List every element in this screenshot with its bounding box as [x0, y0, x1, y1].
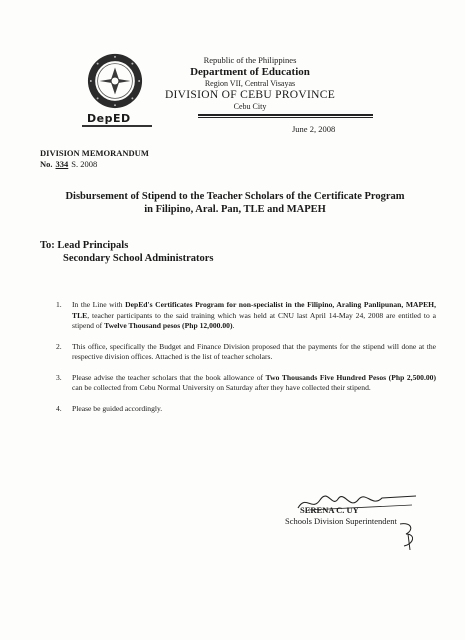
header-rule-secondary: [198, 117, 373, 118]
memo-title-line1: Disbursement of Stipend to the Teacher Scholars of the Certificate Program: [65, 191, 405, 202]
memo-heading: DIVISION MEMORANDUM: [40, 148, 149, 158]
list-item: [56, 404, 436, 415]
memo-title-line2: in Filipino, Aral. Pan, TLE and MAPEH: [144, 204, 326, 215]
memo-number-value: 334: [55, 159, 69, 169]
item-text-part: , teacher participants to the said training which was held at CNU last April 14-May 24, 2008 are entitled to a stipend of: [72, 310, 436, 330]
deped-seal-icon: [86, 52, 144, 110]
list-item: [56, 342, 436, 363]
item-text-part: can be collected from Cebu Normal University on Saturday after they have collected their stipend.: [72, 383, 371, 392]
list-item: [56, 373, 436, 394]
item-text: [72, 373, 436, 394]
item-text-bold: Two Thousands Five Hundred Pesos (Php 2,500.00): [265, 372, 436, 382]
deped-logo: DepED: [87, 112, 131, 125]
initial-mark-icon: [392, 520, 422, 552]
item-text: This office, specifically the Budget and Finance Division proposed that the payments for the stipend will done at the respective division offices. Attached is the list of teacher scholars.: [72, 341, 436, 361]
item-number: 4.: [56, 403, 62, 413]
header-republic: Republic of the Philippines: [203, 55, 297, 65]
signatory-title: Schools Division Superintendent: [285, 516, 397, 526]
memo-series: S. 2008: [71, 159, 98, 169]
memo-date: June 2, 2008: [292, 124, 336, 134]
memo-number: [40, 159, 97, 169]
item-text-bold: DepEd's Certificates Program for non-specialist in the Filipino, Araling Panlipunan, MAPEH, TLE: [72, 300, 436, 320]
item-text-part: .: [232, 321, 235, 330]
item-text: Please be guided accordingly.: [72, 403, 163, 413]
recipient-line1: To: Lead Principals: [40, 240, 129, 251]
item-text: [72, 300, 436, 332]
memo-title: [40, 190, 430, 216]
logo-underline: [82, 125, 152, 127]
header-rule: [198, 114, 373, 116]
signatory-name: SERENA C. UY: [300, 505, 359, 515]
header-department: Department of Education: [190, 66, 310, 78]
recipient-line2: Secondary School Administrators: [63, 253, 214, 264]
item-number: 3.: [56, 372, 62, 382]
header-division: DIVISION OF CEBU PROVINCE: [164, 89, 336, 101]
memo-body: [56, 300, 436, 424]
item-number: 1.: [56, 300, 62, 309]
list-item: [56, 300, 436, 332]
item-number: 2.: [56, 341, 62, 351]
item-text-part: In the Line with: [72, 300, 126, 309]
header-city: Cebu City: [233, 102, 267, 111]
header-region: Region VII, Central Visayas: [204, 79, 296, 88]
memo-number-label: No.: [40, 159, 53, 169]
item-text-bold: Twelve Thousand pesos (Php 12,000.00): [104, 321, 233, 330]
item-text-part: Please advise the teacher scholars that the book allowance of: [72, 372, 266, 382]
